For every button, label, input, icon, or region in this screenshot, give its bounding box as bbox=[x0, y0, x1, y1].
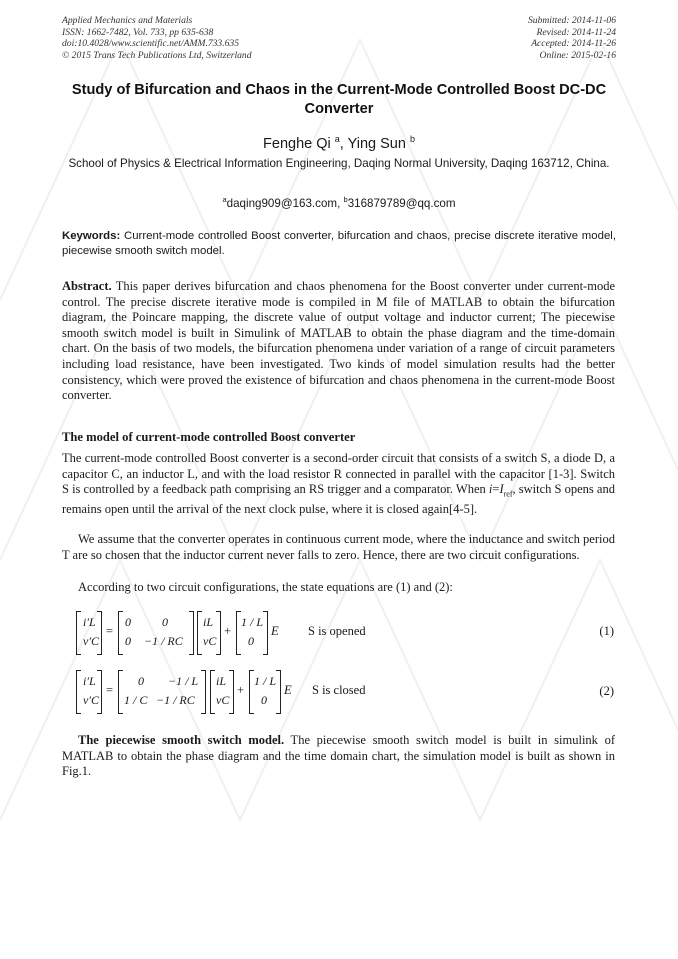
plus-sign: + bbox=[224, 624, 232, 638]
state-matrix bbox=[118, 611, 194, 655]
revised-date: Revised: 2014-11-24 bbox=[536, 26, 616, 38]
copyright: © 2015 Trans Tech Publications Ltd, Switzerland bbox=[62, 49, 252, 61]
body-paragraph: We assume that the converter operates in continuous current mode, where the inductance and switch period T are so chosen that the inductor current never falls to zero. Hence, there are two circuit configurations. bbox=[62, 532, 615, 562]
email-link[interactable]: daqing909@163.com bbox=[226, 196, 338, 210]
matrix-cell: iL bbox=[216, 674, 227, 688]
math-ref-subscript: ref bbox=[503, 489, 513, 499]
abstract-text: This paper derives bifurcation and chaos phenomena for the Boost converter under current-mode control. The precise discrete iterative mode is compiled in M file of MATLAB to obtain the bifurcation diagram, the Poincare mapping, the discrete value of output voltage and inductor current; The piecewise smooth switch model is built in Simulink of MATLAB to obtain the phase diagram and the time-domain chart. On the basis of two models, the bifurcation phenomena under variation of a range of circuit parameters including load resistance, have been investigated. Two kinds of model simulation results had the better consistency, which were proved the existence of bifurcation and chaos phenomena in the current-mode Boost converter. bbox=[62, 279, 615, 403]
state-matrix bbox=[118, 670, 206, 714]
matrix-cell: vC bbox=[216, 693, 230, 707]
matrix-cell: v′C bbox=[83, 693, 99, 707]
equals-sign: = bbox=[106, 624, 114, 638]
abstract bbox=[62, 279, 615, 404]
matrix-cell: iL bbox=[203, 615, 214, 629]
author-name: Ying Sun bbox=[347, 135, 406, 152]
equation-condition: S is opened bbox=[308, 624, 366, 638]
keywords-text: Current-mode controlled Boost converter, bifurcation and chaos, precise discrete iterative model, piecewise smooth switch model. bbox=[62, 230, 616, 258]
lhs-vector bbox=[76, 670, 102, 714]
matrix-cell: i′L bbox=[83, 615, 96, 629]
matrix-cell: v′C bbox=[83, 634, 99, 648]
issn: ISSN: 1662-7482, Vol. 733, pp 635-638 bbox=[62, 26, 214, 38]
keywords bbox=[62, 229, 616, 259]
paragraph-text: , switch S opens and remains open until the arrival of the next clock pulse, where it is closed again[4-5]. bbox=[62, 482, 615, 517]
submitted-date: Submitted: 2014-11-06 bbox=[527, 15, 616, 26]
affiliation: School of Physics & Electrical Information Engineering, Daqing Normal University, Daqing 163712, China. bbox=[68, 157, 610, 170]
plus-sign: + bbox=[237, 683, 245, 697]
matrix-cell: 1 / C bbox=[124, 693, 148, 707]
journal-name: Applied Mechanics and Materials bbox=[62, 15, 193, 26]
author-superscript: b bbox=[409, 134, 415, 144]
matrix-cell: vC bbox=[203, 634, 217, 648]
paragraph-lead: The piecewise smooth switch model. bbox=[78, 733, 285, 747]
paper-title: Study of Bifurcation and Chaos in the Current-Mode Controlled Boost DC-DC Converter bbox=[71, 82, 607, 117]
body-paragraph bbox=[62, 733, 615, 780]
abstract-label: Abstract. bbox=[62, 279, 112, 293]
equation-2 bbox=[76, 670, 596, 714]
matrix-cell: 0 bbox=[248, 634, 254, 648]
email-superscript: b bbox=[343, 195, 348, 204]
input-E: E bbox=[271, 624, 279, 638]
state-vector bbox=[210, 670, 234, 714]
matrix-cell: −1 / L bbox=[168, 674, 199, 688]
paragraph-text: The current-mode controlled Boost converter is a second-order circuit that consists of a switch S, a diode D, a capacitor C, an inductor L, and with the load resistor R connected in parallel with the capacitor [1-3]. Switch S is controlled by a feedback path comprising an RS trigger and a comparator. When bbox=[62, 451, 615, 497]
matrix-cell: −1 / RC bbox=[144, 634, 183, 648]
journal-info bbox=[62, 15, 252, 61]
keywords-label: Keywords: bbox=[62, 230, 121, 242]
math-I: I bbox=[499, 482, 504, 497]
matrix-cell: 1 / L bbox=[241, 615, 264, 629]
matrix-cell: 1 / L bbox=[254, 674, 277, 688]
email-separator: , bbox=[337, 196, 344, 210]
body-paragraph: According to two circuit configurations, the state equations are (1) and (2): bbox=[78, 580, 453, 594]
matrix-cell: 0 bbox=[162, 615, 168, 629]
input-E: E bbox=[284, 683, 292, 697]
online-date: Online: 2015-02-16 bbox=[539, 49, 616, 61]
state-vector bbox=[197, 611, 221, 655]
equation-1 bbox=[76, 611, 596, 655]
lhs-vector bbox=[76, 611, 102, 655]
matrix-cell: 0 bbox=[261, 693, 267, 707]
email-link[interactable]: 316879789@qq.com bbox=[347, 196, 456, 210]
math-i: i bbox=[488, 482, 493, 497]
author-superscript: a bbox=[334, 134, 340, 144]
section-heading: The model of current-mode controlled Boost converter bbox=[62, 430, 356, 444]
author-line bbox=[62, 130, 616, 153]
equation-number: (1) bbox=[599, 624, 614, 638]
matrix-cell: 0 bbox=[125, 615, 131, 629]
paragraph-text: The piecewise smooth switch model is built in simulink of MATLAB to obtain the phase diagram and the time domain chart, the simulation model is built as shown in Fig.1. bbox=[62, 733, 616, 779]
email-line bbox=[62, 192, 616, 212]
matrix-cell: 0 bbox=[125, 634, 131, 648]
matrix-cell: 0 bbox=[138, 674, 144, 688]
input-vector bbox=[236, 611, 268, 655]
publication-dates bbox=[528, 15, 616, 61]
matrix-cell: −1 / RC bbox=[156, 693, 195, 707]
accepted-date: Accepted: 2014-11-26 bbox=[531, 38, 616, 50]
equals-sign: = bbox=[106, 683, 114, 697]
email-superscript: a bbox=[222, 195, 227, 204]
equation-number: (2) bbox=[599, 684, 614, 698]
author-name: Fenghe Qi bbox=[263, 135, 331, 152]
matrix-cell: i′L bbox=[83, 674, 96, 688]
author-separator: , bbox=[339, 135, 348, 152]
doi: doi:10.4028/www.scientific.net/AMM.733.635 bbox=[62, 38, 240, 50]
body-paragraph bbox=[62, 451, 615, 518]
math-equals: = bbox=[492, 482, 500, 497]
input-vector bbox=[249, 670, 281, 714]
equation-condition: S is closed bbox=[312, 683, 366, 697]
